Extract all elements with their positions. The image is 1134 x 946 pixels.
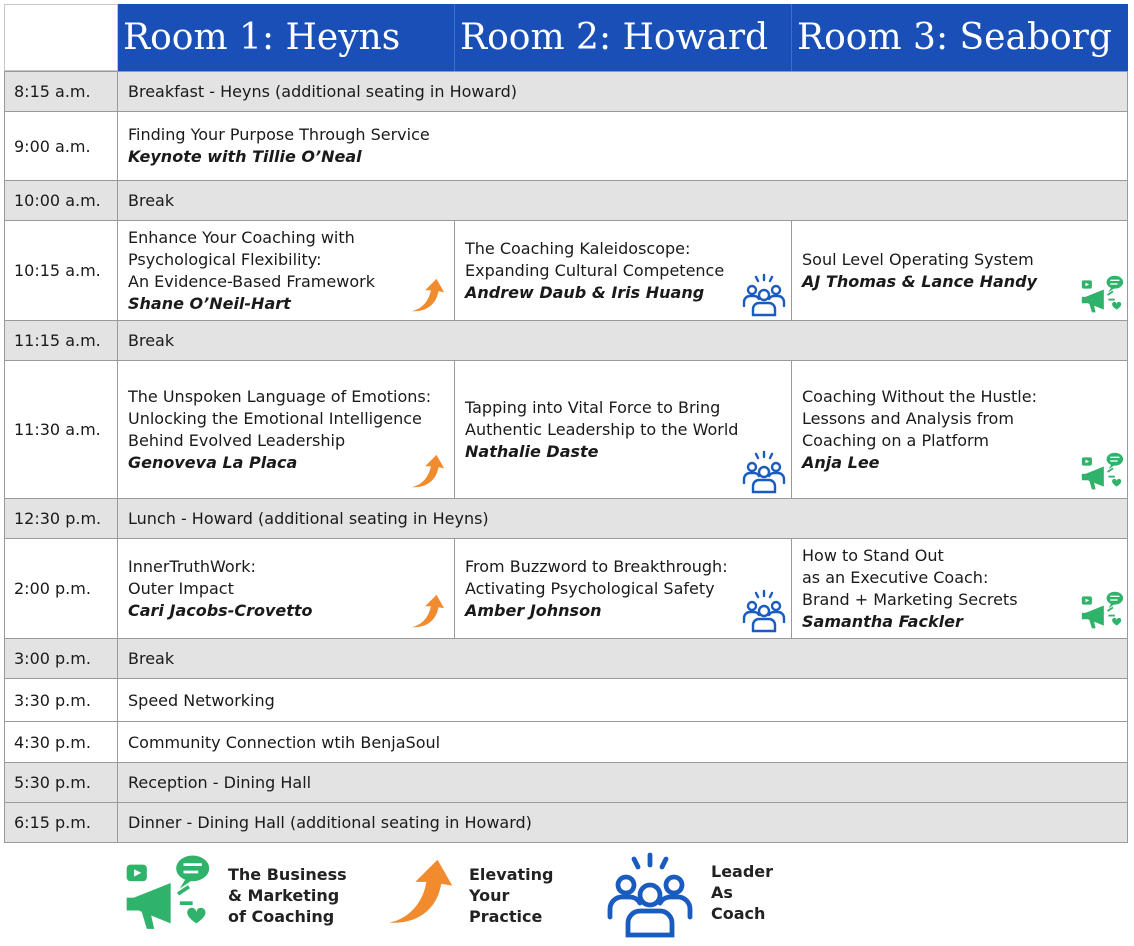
event-text: Lunch - Howard (additional seating in Heyns) bbox=[128, 509, 489, 528]
legend-line: of Coaching bbox=[228, 907, 335, 926]
header-corner bbox=[4, 4, 118, 71]
legend-business bbox=[228, 864, 347, 927]
group-icon bbox=[606, 850, 694, 940]
session-room-3 bbox=[792, 361, 1128, 498]
session-speaker: Cari Jacobs-Crovetto bbox=[128, 600, 313, 620]
session-title-line: Tapping into Vital Force to Bring bbox=[465, 397, 721, 417]
time-label: 6:15 p.m. bbox=[4, 803, 118, 842]
row-1115 bbox=[4, 321, 1128, 361]
legend-elevating bbox=[469, 864, 553, 927]
legend-leader bbox=[711, 861, 773, 924]
keynote-speaker: Keynote with Tillie O’Neal bbox=[128, 147, 362, 166]
session-title-line: Coaching on a Platform bbox=[802, 430, 989, 450]
time-label: 5:30 p.m. bbox=[4, 763, 118, 802]
room-3-heading: Room 3: Seaborg bbox=[797, 17, 1112, 58]
session-speaker: Andrew Daub & Iris Huang bbox=[465, 282, 705, 302]
row-1015 bbox=[4, 221, 1128, 321]
row-900 bbox=[4, 112, 1128, 181]
session-title-line: Lessons and Analysis from bbox=[802, 408, 1014, 428]
table-border-right bbox=[1127, 71, 1128, 843]
megaphone-icon bbox=[1080, 450, 1124, 494]
session-room-1 bbox=[118, 539, 454, 638]
time-label: 11:15 a.m. bbox=[4, 321, 118, 360]
time-label: 10:15 a.m. bbox=[4, 221, 118, 320]
event-text: Speed Networking bbox=[128, 690, 275, 710]
session-speaker: Genoveva La Placa bbox=[128, 452, 298, 472]
row-1000 bbox=[4, 181, 1128, 221]
row-430 bbox=[4, 722, 1128, 763]
legend-line: The Business bbox=[228, 865, 347, 884]
session-title-line: Coaching Without the Hustle: bbox=[802, 386, 1037, 406]
event-text: Community Connection wtih BenjaSoul bbox=[128, 732, 441, 752]
session-room-3 bbox=[792, 539, 1128, 638]
session-title-line: InnerTruthWork: bbox=[128, 556, 256, 576]
megaphone-icon bbox=[122, 850, 212, 938]
time-label: 8:15 a.m. bbox=[4, 72, 118, 111]
event-text: Reception - Dining Hall bbox=[128, 773, 312, 792]
time-label: 12:30 p.m. bbox=[4, 499, 118, 538]
session-room-2 bbox=[455, 361, 791, 498]
event-text: Break bbox=[128, 191, 175, 210]
session-title-line: Activating Psychological Safety bbox=[465, 578, 715, 598]
session-title-line: The Unspoken Language of Emotions: bbox=[128, 386, 432, 406]
time-label: 3:30 p.m. bbox=[4, 679, 118, 721]
row-200 bbox=[4, 539, 1128, 639]
session-speaker: Anja Lee bbox=[802, 452, 880, 472]
time-label: 10:00 a.m. bbox=[4, 181, 118, 220]
time-label: 4:30 p.m. bbox=[4, 722, 118, 762]
event-text: Breakfast - Heyns (additional seating in Howard) bbox=[128, 82, 517, 101]
arrow-up-icon bbox=[408, 277, 446, 315]
session-title-line: Behind Evolved Leadership bbox=[128, 430, 346, 450]
row-300 bbox=[4, 639, 1128, 679]
session-room-2 bbox=[455, 221, 791, 320]
legend-line: Practice bbox=[469, 907, 543, 926]
session-room-1 bbox=[118, 221, 454, 320]
session-room-1 bbox=[118, 361, 454, 498]
row-815 bbox=[4, 71, 1128, 112]
session-speaker: AJ Thomas & Lance Handy bbox=[802, 271, 1038, 291]
row-615 bbox=[4, 803, 1128, 843]
legend-line: Your bbox=[469, 886, 510, 905]
session-title-line: Brand + Marketing Secrets bbox=[802, 589, 1018, 609]
session-title-line: The Coaching Kaleidoscope: bbox=[465, 238, 691, 258]
session-title-line: An Evidence-Based Framework bbox=[128, 271, 375, 291]
arrow-up-icon bbox=[408, 453, 446, 491]
session-speaker: Nathalie Daste bbox=[465, 441, 599, 461]
keynote-cell bbox=[118, 112, 1128, 180]
group-icon bbox=[742, 589, 786, 633]
arrow-up-icon bbox=[382, 856, 456, 930]
row-330 bbox=[4, 679, 1128, 722]
table-border-left bbox=[4, 71, 5, 843]
session-title-line: Soul Level Operating System bbox=[802, 249, 1034, 269]
megaphone-icon bbox=[1080, 589, 1124, 633]
keynote-title: Finding Your Purpose Through Service bbox=[128, 125, 430, 144]
session-title-line: Psychological Flexibility: bbox=[128, 249, 322, 269]
room-2-heading: Room 2: Howard bbox=[460, 17, 769, 58]
session-title-line: as an Executive Coach: bbox=[802, 567, 989, 587]
arrow-up-icon bbox=[408, 593, 446, 631]
session-speaker: Shane O’Neil-Hart bbox=[128, 293, 291, 313]
time-label: 9:00 a.m. bbox=[4, 112, 118, 180]
legend-line: Elevating bbox=[469, 865, 554, 884]
event-text: Break bbox=[128, 649, 175, 668]
session-room-2 bbox=[455, 539, 791, 638]
time-label: 3:00 p.m. bbox=[4, 639, 118, 678]
room-1-heading: Room 1: Heyns bbox=[123, 17, 401, 58]
legend-line: As bbox=[711, 883, 733, 902]
row-530 bbox=[4, 763, 1128, 803]
time-label: 11:30 a.m. bbox=[4, 361, 118, 498]
session-title-line: How to Stand Out bbox=[802, 545, 944, 565]
session-title-line: Unlocking the Emotional Intelligence bbox=[128, 408, 422, 428]
time-label: 2:00 p.m. bbox=[4, 539, 118, 638]
session-title-line: Outer Impact bbox=[128, 578, 234, 598]
group-icon bbox=[742, 450, 786, 494]
session-room-3 bbox=[792, 221, 1128, 320]
legend-line: Leader bbox=[711, 862, 774, 881]
session-title-line: From Buzzword to Breakthrough: bbox=[465, 556, 728, 576]
legend-line: & Marketing bbox=[228, 886, 340, 905]
session-speaker: Samantha Fackler bbox=[802, 611, 963, 631]
row-1230 bbox=[4, 499, 1128, 539]
group-icon bbox=[742, 273, 786, 317]
session-speaker: Amber Johnson bbox=[465, 600, 602, 620]
session-title-line: Authentic Leadership to the World bbox=[465, 419, 739, 439]
megaphone-icon bbox=[1080, 273, 1124, 317]
row-1130 bbox=[4, 361, 1128, 499]
event-text: Break bbox=[128, 331, 175, 350]
session-title-line: Enhance Your Coaching with bbox=[128, 227, 355, 247]
legend-line: Coach bbox=[711, 904, 766, 923]
event-text: Dinner - Dining Hall (additional seating in Howard) bbox=[128, 813, 532, 832]
session-title-line: Expanding Cultural Competence bbox=[465, 260, 725, 280]
